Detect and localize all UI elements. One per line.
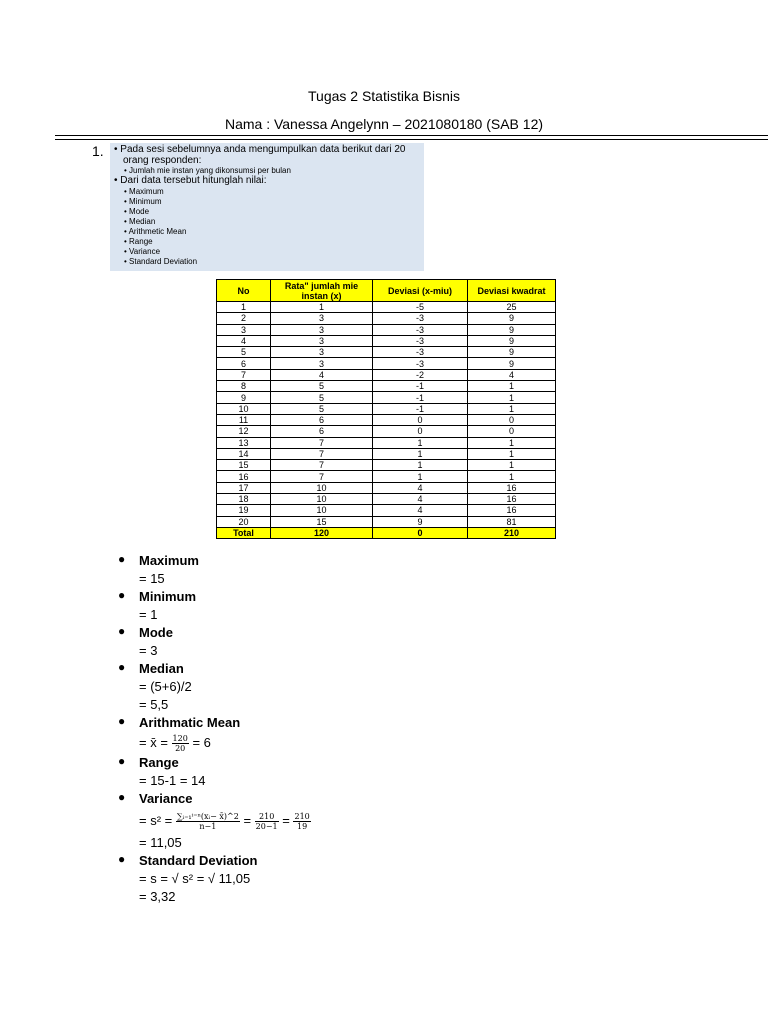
table-cell: -3: [373, 358, 468, 369]
table-cell: 0: [468, 414, 556, 425]
table-row: [217, 324, 556, 335]
table-row: [217, 426, 556, 437]
result-value: = s = √ s² = √ 11,05: [139, 871, 251, 886]
table-cell: 1: [468, 471, 556, 482]
table-cell: 7: [271, 460, 373, 471]
table-cell: 1: [373, 437, 468, 448]
table-cell: 6: [217, 358, 271, 369]
question-subbullet: • Jumlah mie instan yang dikonsumsi per bulan: [124, 166, 291, 175]
result-mean: [118, 714, 311, 754]
result-mode: [118, 624, 311, 660]
table-row: [217, 358, 556, 369]
table-cell: -3: [373, 335, 468, 346]
table-cell: 10: [271, 494, 373, 505]
question-item: • Variance: [124, 246, 161, 256]
table-cell: 1: [468, 460, 556, 471]
question-item: • Mode: [124, 206, 150, 216]
table-cell: 15: [217, 460, 271, 471]
result-value: = 3,32: [139, 889, 176, 904]
table-cell: 7: [217, 369, 271, 380]
table-cell: 0: [468, 426, 556, 437]
table-cell: 3: [271, 335, 373, 346]
results-list: [118, 552, 311, 906]
formula-prefix: = s² =: [139, 813, 173, 828]
table-cell: 10: [271, 482, 373, 493]
table-row: [217, 335, 556, 346]
table-cell: 1: [468, 392, 556, 403]
table-cell: 9: [468, 313, 556, 324]
table-cell: 14: [217, 448, 271, 459]
table-cell: 1: [217, 302, 271, 313]
table-cell: 10: [271, 505, 373, 516]
table-cell: 5: [271, 381, 373, 392]
question-item: • Minimum: [124, 196, 162, 206]
divider: [55, 135, 768, 136]
result-median: [118, 660, 311, 714]
table-cell: 10: [217, 403, 271, 414]
result-label: Standard Deviation: [139, 853, 258, 868]
table-total-cell: 120: [271, 527, 373, 538]
table-cell: 13: [217, 437, 271, 448]
table-cell: 1: [468, 403, 556, 414]
table-cell: 1: [271, 302, 373, 313]
result-value: = 15: [139, 571, 165, 586]
table-total-cell: 210: [468, 527, 556, 538]
result-label: Variance: [139, 791, 193, 806]
question-item: • Standard Deviation: [124, 256, 198, 266]
numerator: 210: [255, 812, 279, 822]
result-label: Range: [139, 755, 179, 770]
question-number: 1.: [92, 143, 104, 159]
table-cell: 17: [217, 482, 271, 493]
table-cell: -2: [373, 369, 468, 380]
table-total-cell: Total: [217, 527, 271, 538]
table-cell: -3: [373, 347, 468, 358]
table-cell: 6: [271, 414, 373, 425]
table-cell: 5: [271, 403, 373, 414]
table-row: [217, 369, 556, 380]
table-header-cell: Deviasi kwadrat: [468, 280, 556, 302]
table-cell: 0: [373, 426, 468, 437]
result-label: Mode: [139, 625, 173, 640]
table-cell: 1: [468, 437, 556, 448]
table-cell: 4: [271, 369, 373, 380]
table-cell: -5: [373, 302, 468, 313]
question-bullet: • Pada sesi sebelumnya anda mengumpulkan data berikut dari 20 orang responden:: [114, 144, 406, 166]
question-item: • Arithmetic Mean: [124, 226, 187, 236]
table-cell: 2: [217, 313, 271, 324]
table-cell: 25: [468, 302, 556, 313]
result-minimum: [118, 588, 311, 624]
table-header-cell: No: [217, 280, 271, 302]
table-cell: -1: [373, 403, 468, 414]
table-cell: 9: [468, 358, 556, 369]
denominator: 19: [297, 822, 308, 832]
table-row: [217, 392, 556, 403]
table-cell: 81: [468, 516, 556, 527]
result-value: = 1: [139, 607, 158, 622]
table-row: [217, 302, 556, 313]
fraction: [172, 734, 189, 753]
table-cell: 12: [217, 426, 271, 437]
table-header-row: [217, 280, 556, 302]
table-row: [217, 347, 556, 358]
table-cell: 8: [217, 381, 271, 392]
result-label: Median: [139, 661, 184, 676]
result-label: Arithmatic Mean: [139, 715, 241, 730]
table-cell: 4: [217, 335, 271, 346]
result-value: = 11,05: [139, 835, 182, 850]
table-cell: 4: [373, 482, 468, 493]
result-std-dev: [118, 852, 311, 906]
table-cell: 19: [217, 505, 271, 516]
table-body: [217, 302, 556, 539]
bullet-icon: ●: [118, 754, 126, 768]
table-row: [217, 313, 556, 324]
table-cell: 9: [468, 324, 556, 335]
question-box: [110, 143, 424, 271]
table-row: [217, 381, 556, 392]
numerator: 210: [294, 812, 310, 822]
table-total-row: [217, 527, 556, 538]
denominator: 20−1: [255, 822, 278, 832]
bullet-icon: ●: [118, 624, 126, 638]
question-bullet: • Dari data tersebut hitunglah nilai:: [114, 175, 267, 186]
result-value: = 5,5: [139, 697, 169, 712]
fraction: [176, 812, 240, 831]
result-label: Minimum: [139, 589, 197, 604]
table-cell: 7: [271, 448, 373, 459]
table-cell: 5: [217, 347, 271, 358]
table-row: [217, 460, 556, 471]
bullet-icon: ●: [118, 588, 126, 602]
result-maximum: [118, 552, 311, 588]
table-cell: 16: [217, 471, 271, 482]
table-cell: 9: [373, 516, 468, 527]
table-cell: 0: [373, 414, 468, 425]
table-cell: 20: [217, 516, 271, 527]
bullet-icon: ●: [118, 714, 126, 728]
formula-result: = 6: [192, 735, 211, 750]
result-value: = 15-1 = 14: [139, 773, 206, 788]
bullet-icon: ●: [118, 552, 126, 566]
table-cell: -3: [373, 324, 468, 335]
table-cell: 5: [271, 392, 373, 403]
bullet-icon: ●: [118, 660, 126, 674]
table-row: [217, 437, 556, 448]
table-cell: 9: [217, 392, 271, 403]
table-cell: 3: [271, 358, 373, 369]
result-value: = s² = $\frac{\text{∑ᵢ₌₁ⁱ⁼ⁿ(xᵢ− x̄)\textasciicircum{}2}}{n-1}$ = $\frac{210}{20-1}$ = $\frac{210}{19}$: [139, 812, 310, 832]
result-range: [118, 754, 311, 790]
denominator: n−1: [199, 822, 217, 832]
table-row: [217, 494, 556, 505]
table-total-cell: 0: [373, 527, 468, 538]
table-cell: -1: [373, 392, 468, 403]
table-cell: 11: [217, 414, 271, 425]
table-cell: 7: [271, 471, 373, 482]
divider: [55, 139, 768, 140]
table-cell: 16: [468, 494, 556, 505]
table-row: [217, 471, 556, 482]
fraction: [255, 812, 279, 831]
bullet-icon: ●: [118, 790, 126, 804]
data-table: [216, 279, 556, 539]
table-row: [217, 414, 556, 425]
question-item: • Maximum: [124, 186, 164, 196]
table-cell: 9: [468, 347, 556, 358]
table-cell: 1: [373, 460, 468, 471]
result-label: Maximum: [139, 553, 199, 568]
result-value: = (5+6)/2: [139, 679, 192, 694]
table-cell: 18: [217, 494, 271, 505]
formula-prefix: = x̄ =: [139, 735, 168, 750]
table-header-cell: Deviasi (x-miu): [373, 280, 468, 302]
table-row: [217, 516, 556, 527]
result-variance: [118, 790, 311, 852]
table-cell: 3: [217, 324, 271, 335]
table-cell: 3: [271, 324, 373, 335]
table-row: [217, 505, 556, 516]
table-cell: 4: [373, 505, 468, 516]
document-title: Tugas 2 Statistika Bisnis: [308, 88, 460, 104]
table-header-cell: Rata" jumlah mie instan (x): [271, 280, 373, 302]
table-cell: 1: [373, 471, 468, 482]
numerator: 120: [172, 734, 188, 744]
bullet-icon: ●: [118, 852, 126, 866]
table-cell: 9: [468, 335, 556, 346]
result-value: [139, 732, 311, 754]
denominator: 20: [175, 744, 186, 754]
table-cell: 1: [373, 448, 468, 459]
table-cell: 16: [468, 505, 556, 516]
table-cell: 4: [373, 494, 468, 505]
student-name: Nama : Vanessa Angelynn – 2021080180 (SAB 12): [224, 116, 544, 132]
table-row: [217, 482, 556, 493]
table-cell: 3: [271, 313, 373, 324]
result-value: = 3: [139, 643, 158, 658]
table-row: [217, 448, 556, 459]
table-cell: 7: [271, 437, 373, 448]
table-cell: -3: [373, 313, 468, 324]
table-cell: 6: [271, 426, 373, 437]
table-cell: 3: [271, 347, 373, 358]
table-cell: 15: [271, 516, 373, 527]
table-cell: 16: [468, 482, 556, 493]
numerator: ∑ᵢ₌₁ⁱ⁼ⁿ(xᵢ− x̄)^2: [176, 812, 239, 822]
table-cell: 1: [468, 448, 556, 459]
fraction: [293, 812, 310, 831]
table-cell: -1: [373, 381, 468, 392]
question-item: • Median: [124, 216, 156, 226]
table-cell: 4: [468, 369, 556, 380]
question-item: • Range: [124, 236, 153, 246]
table-cell: 1: [468, 381, 556, 392]
table-row: [217, 403, 556, 414]
